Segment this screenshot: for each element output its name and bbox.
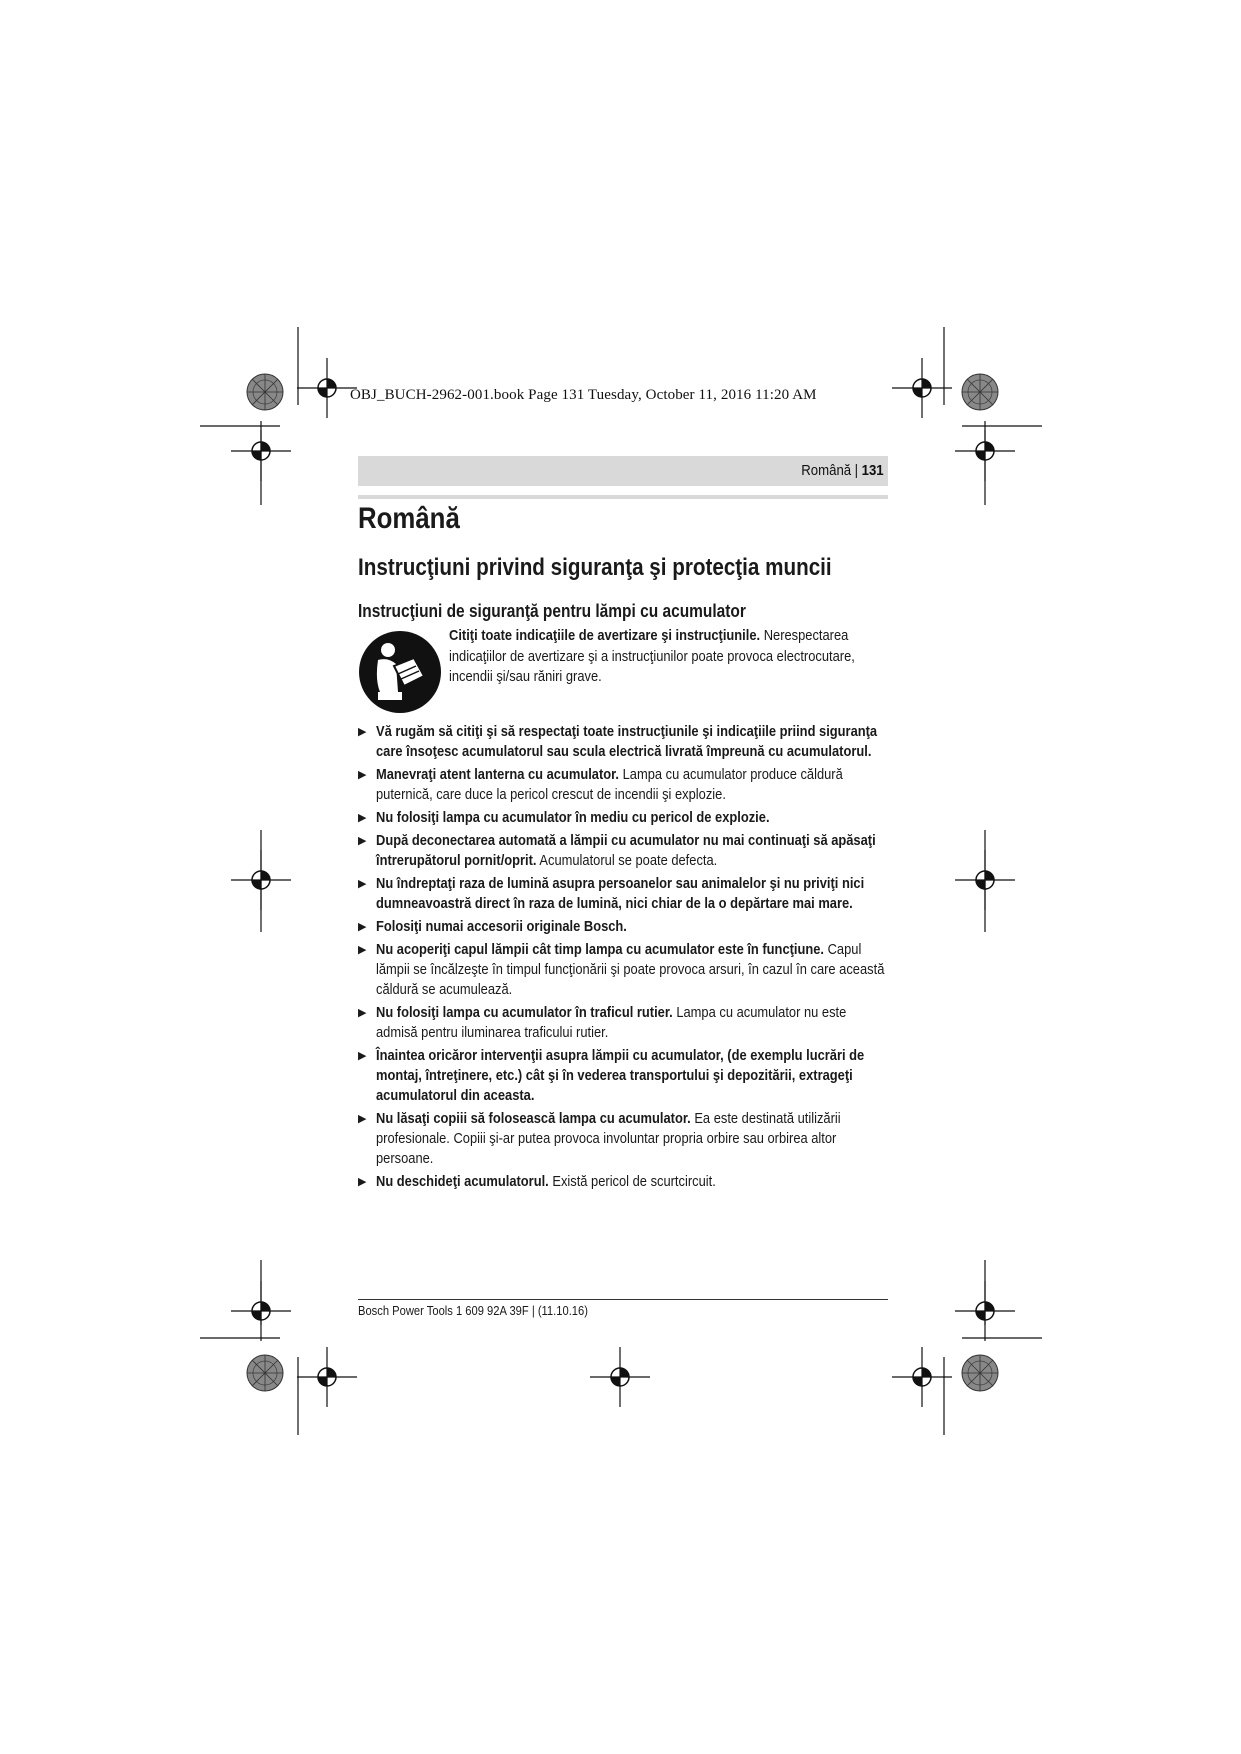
bullet-arrow-icon: ▶ xyxy=(358,1176,367,1188)
item-text: Capul lămpii se încălzeşte în timpul funcţionării şi poate provoca arsuri, în cazul în care această căldură se acumulează. xyxy=(376,941,885,998)
safety-list xyxy=(358,722,890,1195)
print-slug: OBJ_BUCH-2962-001.book Page 131 Tuesday, October 11, 2016 11:20 AM xyxy=(350,387,817,403)
item-bold: Folosiţi numai accesorii originale Bosch. xyxy=(376,918,627,935)
page-footer: Bosch Power Tools 1 609 92A 39F | (11.10.16) xyxy=(358,1303,588,1318)
bullet-arrow-icon: ▶ xyxy=(358,921,367,933)
warning-paragraph xyxy=(449,626,889,688)
read-manual-icon xyxy=(358,630,442,714)
list-item xyxy=(358,722,890,762)
section-title: Instrucţiuni privind siguranţa şi protecţia muncii xyxy=(358,554,832,581)
item-bold: Nu folosiţi lampa cu acumulator în traficul rutier. xyxy=(376,1004,673,1021)
list-item xyxy=(358,917,890,937)
header-section: Română xyxy=(801,462,852,479)
list-item xyxy=(358,1046,890,1106)
item-bold: Manevraţi atent lanterna cu acumulator. xyxy=(376,766,620,783)
bullet-arrow-icon: ▶ xyxy=(358,835,367,847)
item-bold: Nu îndreptaţi raza de lumină asupra persoanelor sau animalelor şi nu priviţi nici dumneavoastră direct în raza de lumină, nici chiar de la o depărtare mai mare. xyxy=(376,875,865,912)
bullet-arrow-icon: ▶ xyxy=(358,1113,367,1125)
item-bold: Nu deschideţi acumulatorul. xyxy=(376,1173,549,1190)
list-item xyxy=(358,1172,890,1192)
list-item xyxy=(358,1003,890,1043)
list-item xyxy=(358,874,890,914)
item-bold: După deconectarea automată a lămpii cu acumulator nu mai continuaţi să apăsaţi întrerupătorul pornit/oprit. xyxy=(376,832,876,869)
running-header xyxy=(358,456,888,486)
item-text: Lampa cu acumulator produce căldură puternică, care duce la pericol crescut de incendii şi explozie. xyxy=(376,766,843,803)
list-item xyxy=(358,808,890,828)
list-item xyxy=(358,831,890,871)
item-text: Lampa cu acumulator nu este admisă pentru iluminarea traficului rutier. xyxy=(376,1004,847,1041)
language-title: Română xyxy=(358,502,460,535)
bullet-arrow-icon: ▶ xyxy=(358,1007,367,1019)
warning-bold: Citiţi toate indicaţiile de avertizare şi instrucţiunile. xyxy=(449,627,761,644)
list-item xyxy=(358,940,890,1000)
item-text: Acumulatorul se poate defecta. xyxy=(536,852,718,869)
bullet-arrow-icon: ▶ xyxy=(358,944,367,956)
item-bold: Vă rugăm să citiţi şi să respectaţi toate instrucţiunile şi indicaţiile priind siguranţa care însoţesc acumulatorul sau scula electrică livrată împreună cu acumulatorul. xyxy=(376,723,878,760)
item-text: Ea este destinată utilizării profesionale. Copiii şi-ar putea provoca involuntar propria orbire sau orbirea altor persoane. xyxy=(376,1110,841,1167)
warning-text: Nerespectarea indicaţiilor de avertizare şi a instrucţiunilor poate provoca electrocutare, incendii şi/sau răniri grave. xyxy=(449,627,855,685)
header-rule xyxy=(358,495,888,499)
header-separator: | xyxy=(855,462,859,479)
item-text: Există pericol de scurtcircuit. xyxy=(548,1173,716,1190)
footer-rule xyxy=(358,1299,888,1300)
bullet-arrow-icon: ▶ xyxy=(358,769,367,781)
list-item xyxy=(358,1109,890,1169)
item-bold: Înaintea oricăror intervenţii asupra lămpii cu acumulator, (de exemplu lucrări de montaj, întreţinere, etc.) cât şi în vederea transportului şi depozitării, extrageţi acumulatorul din aceasta. xyxy=(376,1047,865,1104)
item-bold: Nu lăsaţi copiii să folosească lampa cu acumulator. xyxy=(376,1110,691,1127)
subsection-title: Instrucţiuni de siguranţă pentru lămpi cu acumulator xyxy=(358,601,746,621)
item-bold: Nu folosiţi lampa cu acumulator în mediu cu pericol de explozie. xyxy=(376,809,770,826)
bullet-arrow-icon: ▶ xyxy=(358,878,367,890)
page-number: 131 xyxy=(861,462,884,479)
item-bold: Nu acoperiţi capul lămpii cât timp lampa cu acumulator este în funcţiune. xyxy=(376,941,825,958)
bullet-arrow-icon: ▶ xyxy=(358,726,367,738)
bullet-arrow-icon: ▶ xyxy=(358,812,367,824)
list-item xyxy=(358,765,890,805)
bullet-arrow-icon: ▶ xyxy=(358,1050,367,1062)
